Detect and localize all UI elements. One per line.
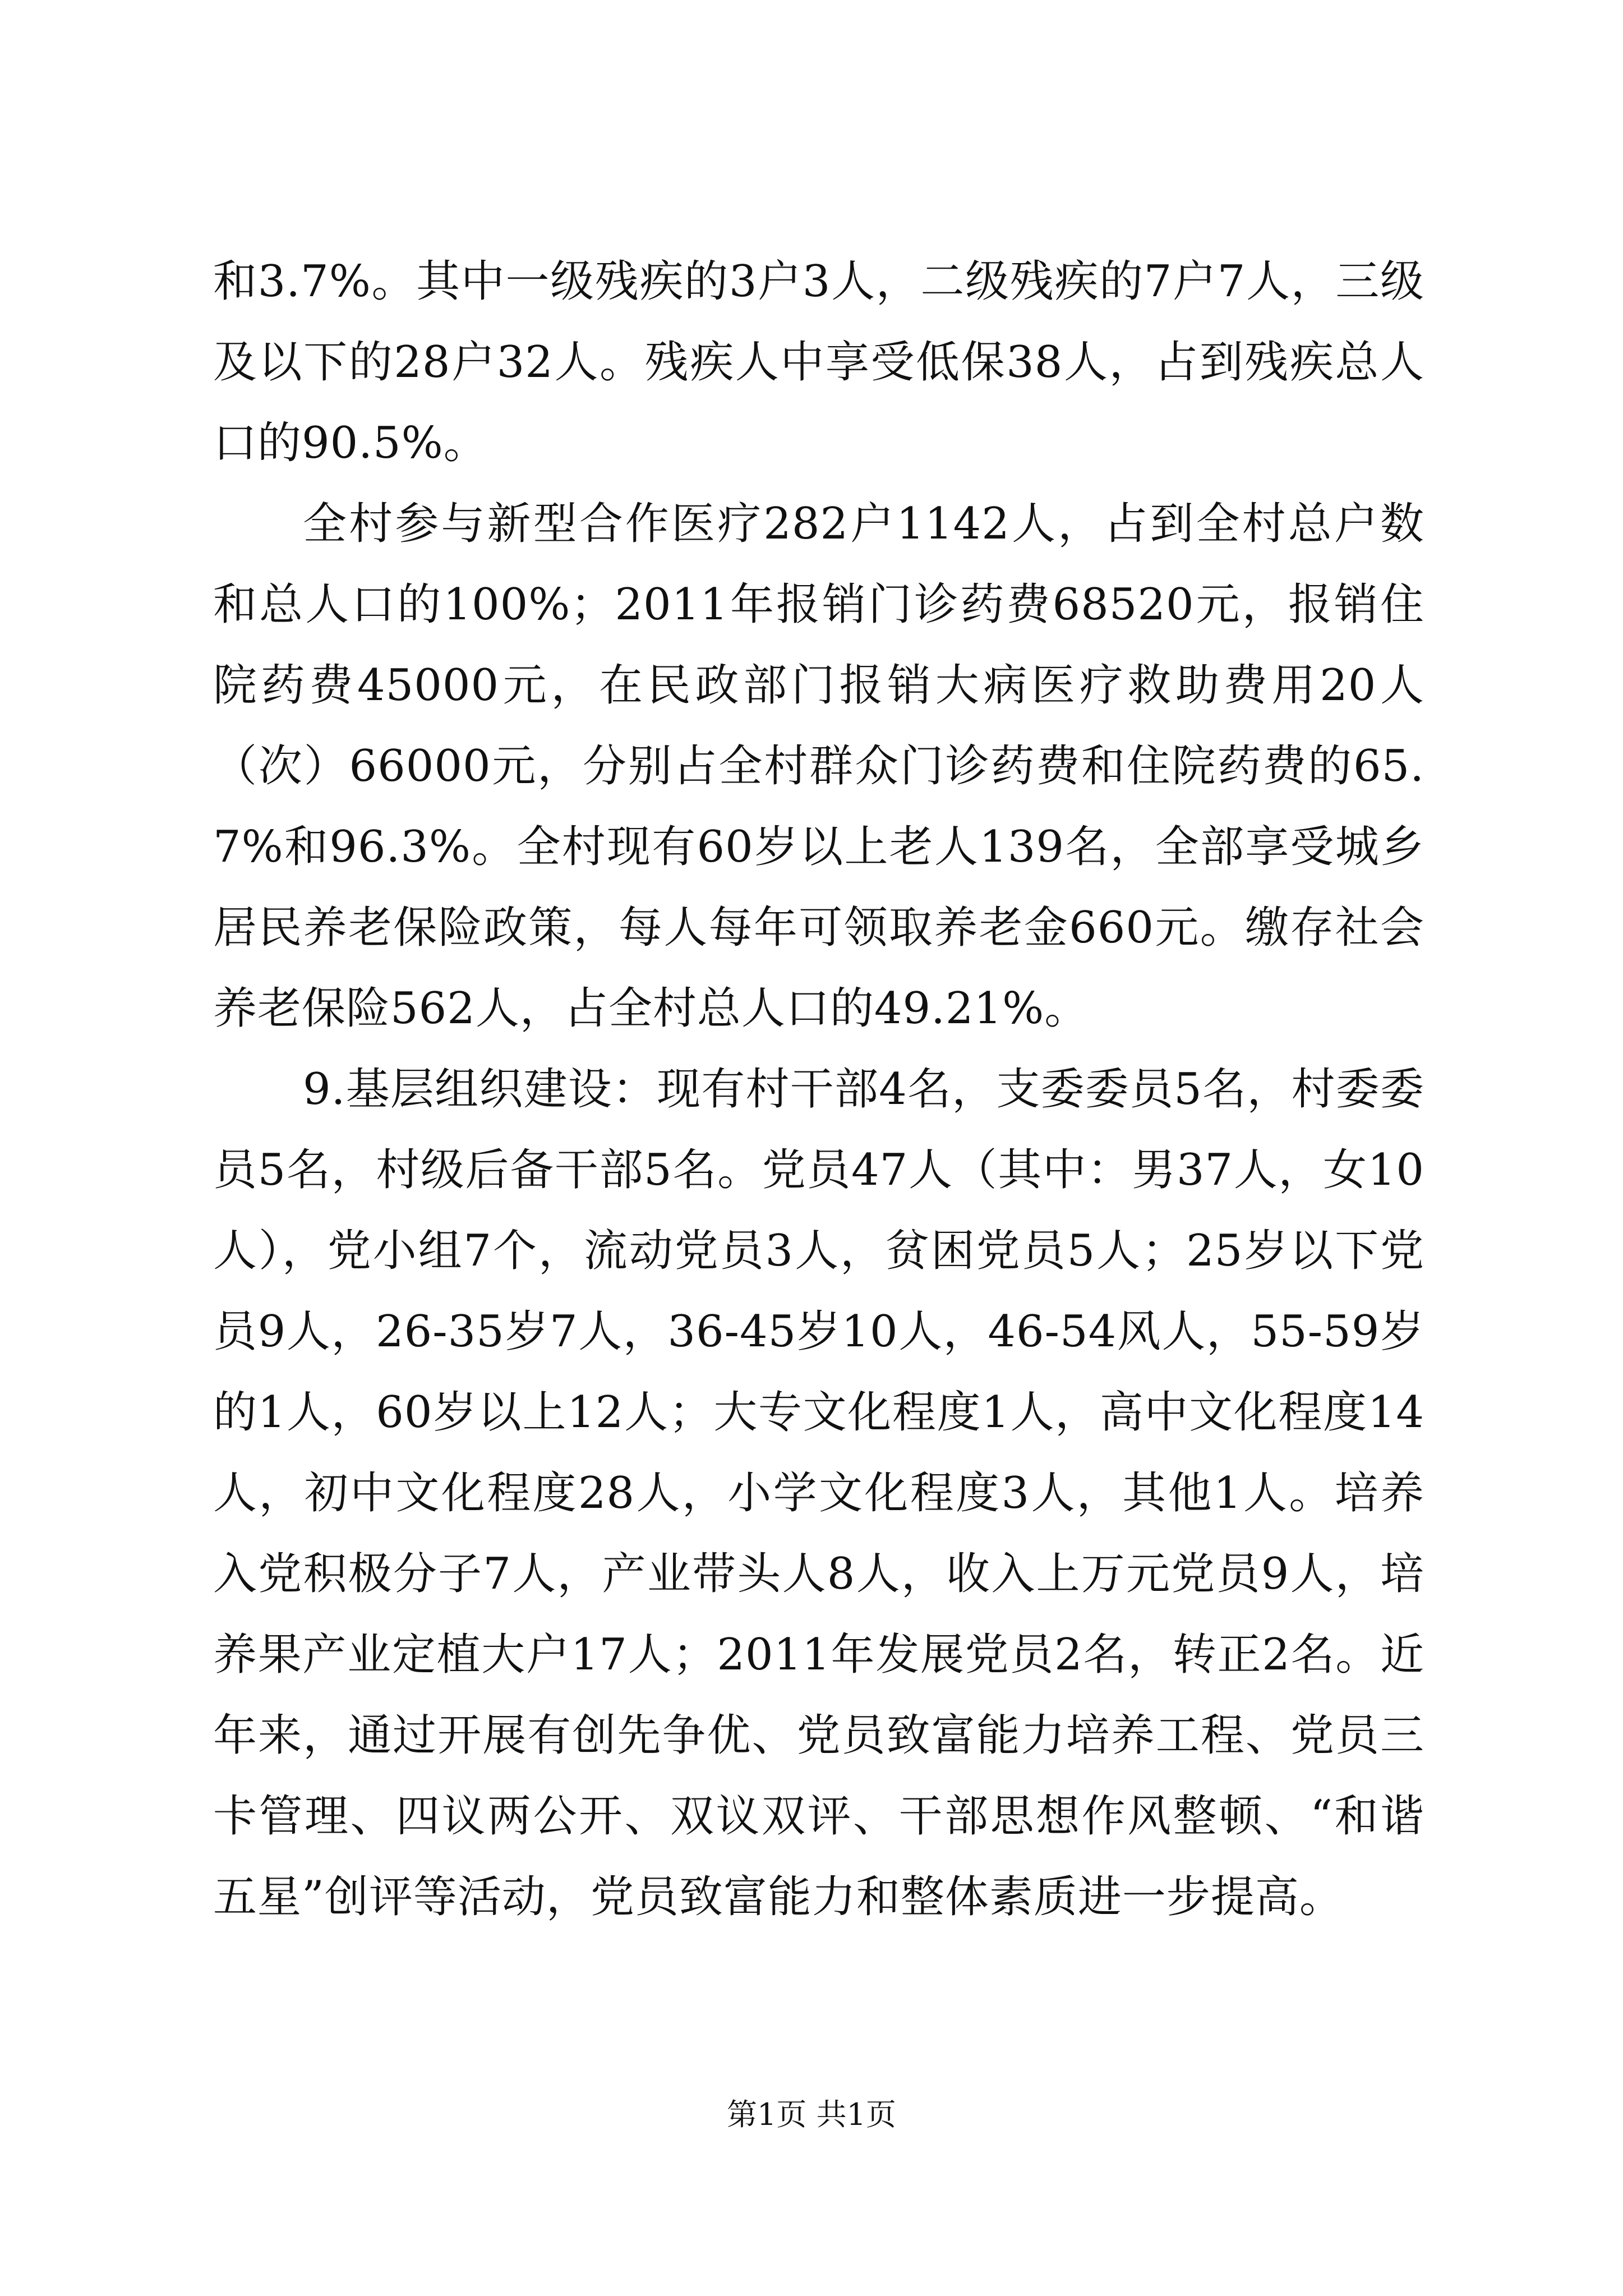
paragraph-grassroots-organization: 9.基层组织建设：现有村干部4名，支委委员5名，村委委员5名，村级后备干部5名。党员47人（其中：男37人，女10人），党小组7个，流动党员3人，贫困党员5人；25岁以下党员9人，26-35岁7人，36-45岁10人，46-54风人，55-59岁的1人，60岁以上12人；大专文化程度1人，高中文化程度14人，初中文化程度28人，小学文化程度3人，其他1人。培养入党积极分子7人，产业带头人8人，收入上万元党员9人，培养果产业定植大户17人；2011年发展党员2名，转正2名。近年来，通过开展有创先争优、党员致富能力培养工程、党员三卡管理、四议两公开、双议双评、干部思想作风整顿、“和谐五星”创评等活动，党员致富能力和整体素质进一步提高。 (213, 1064, 1424, 1922)
paragraph-medical-insurance: 全村参与新型合作医疗282户1142人，占到全村总户数和总人口的100%；2011年报销门诊药费68520元，报销住院药费45000元，在民政部门报销大病医疗救助费用20人（次）66000元，分别占全村群众门诊药费和住院药费的65.7%和96.3%。全村现有60岁以上老人139名，全部享受城乡居民养老保险政策，每人每年可领取养老金660元。缴存社会养老保险562人，占全村总人口的49.21%。 (213, 499, 1424, 1034)
paragraph-continuation: 和3.7%。其中一级残疾的3户3人，二级残疾的7户7人，三级及以下的28户32人。残疾人中享受低保38人，占到残疾总人口的90.5%。 (213, 256, 1424, 468)
document-body (213, 241, 1424, 1938)
page-footer: 第1页 共1页 (727, 2097, 896, 2132)
